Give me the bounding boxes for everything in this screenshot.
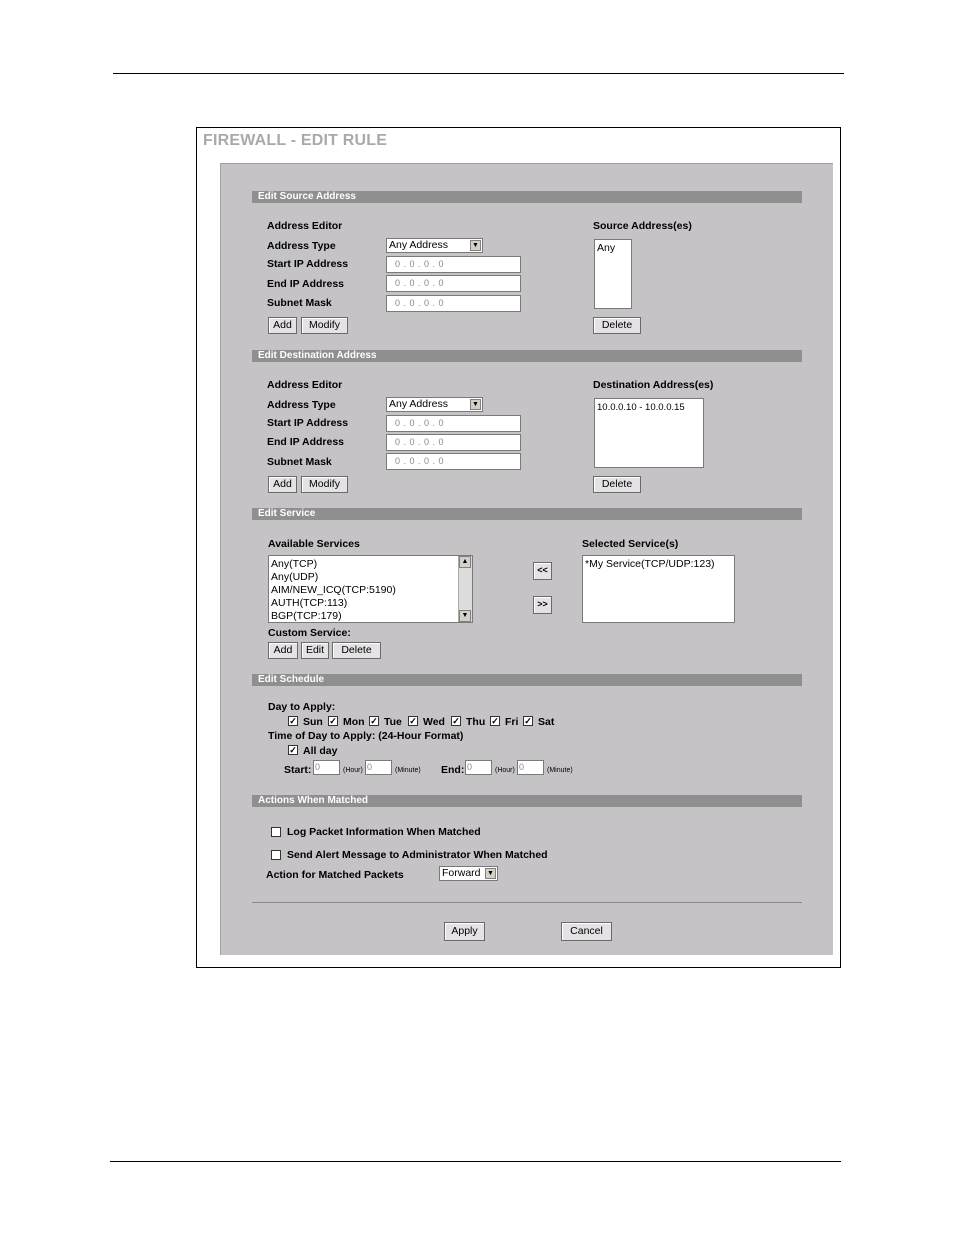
day-checkbox-wed[interactable]: ✓ — [409, 716, 417, 726]
day-checkbox-fri[interactable]: ✓ — [491, 716, 499, 726]
end-minute-unit: (Minute) — [547, 767, 573, 774]
day-checkbox-tue[interactable]: ✓ — [370, 716, 378, 726]
source-address-list[interactable] — [594, 239, 632, 309]
custom-service-delete-button[interactable]: Delete — [332, 642, 381, 659]
source-address-editor-label: Address Editor — [267, 220, 343, 232]
destination-section-header: Edit Destination Address — [252, 350, 802, 362]
destination-address-type-select[interactable] — [386, 397, 483, 412]
list-item[interactable]: BGP(TCP:179) — [271, 610, 342, 622]
action-matched-label: Action for Matched Packets — [266, 869, 404, 881]
destination-add-button[interactable]: Add — [268, 476, 297, 493]
list-item[interactable]: Any — [597, 242, 616, 254]
day-label-fri: Fri — [505, 716, 519, 728]
day-label-wed: Wed — [423, 716, 445, 728]
source-end-ip-field[interactable]: 0 . 0 . 0 . 0 — [386, 275, 521, 292]
source-start-ip-label: Start IP Address — [267, 258, 349, 270]
chevron-down-icon[interactable]: ▼ — [485, 868, 496, 879]
list-item[interactable]: *My Service(TCP/UDP:123) — [585, 558, 715, 570]
destination-delete-button[interactable]: Delete — [593, 476, 641, 493]
end-hour-unit: (Hour) — [495, 767, 515, 774]
destination-modify-button[interactable]: Modify — [301, 476, 348, 493]
list-item[interactable]: AIM/NEW_ICQ(TCP:5190) — [271, 584, 396, 596]
page-top-rule — [113, 73, 844, 74]
custom-service-edit-button[interactable]: Edit — [301, 642, 329, 659]
destination-start-ip-field[interactable]: 0 . 0 . 0 . 0 — [386, 415, 521, 432]
end-time-label: End: — [441, 764, 465, 776]
destination-address-list[interactable] — [594, 398, 704, 468]
day-label-tue: Tue — [384, 716, 402, 728]
source-subnet-mask-label: Subnet Mask — [267, 297, 332, 309]
move-right-button[interactable]: >> — [533, 596, 552, 614]
source-start-ip-field[interactable]: 0 . 0 . 0 . 0 — [386, 256, 521, 273]
destination-address-type-value: Any Address — [389, 398, 448, 410]
scroll-down-icon[interactable]: ▼ — [459, 610, 471, 622]
start-minute-unit: (Minute) — [395, 767, 421, 774]
scroll-up-icon[interactable]: ▲ — [459, 556, 471, 568]
cancel-button[interactable]: Cancel — [561, 922, 612, 941]
selected-services-label: Selected Service(s) — [582, 538, 679, 550]
source-address-type-value: Any Address — [389, 239, 448, 251]
day-label-mon: Mon — [343, 716, 365, 728]
source-address-type-select[interactable] — [386, 238, 483, 253]
start-time-label: Start: — [284, 764, 312, 776]
destination-address-type-label: Address Type — [267, 399, 336, 411]
apply-button[interactable]: Apply — [444, 922, 485, 941]
page-title: FIREWALL - EDIT RULE — [203, 132, 388, 149]
end-hour-field[interactable]: 0 — [465, 760, 492, 775]
chevron-down-icon[interactable]: ▼ — [470, 399, 481, 410]
source-subnet-mask-field[interactable]: 0 . 0 . 0 . 0 — [386, 295, 521, 312]
log-packet-checkbox[interactable] — [271, 827, 281, 837]
end-minute-field[interactable]: 0 — [517, 760, 544, 775]
day-checkbox-thu[interactable]: ✓ — [452, 716, 460, 726]
time-of-day-label: Time of Day to Apply: (24-Hour Format) — [268, 730, 464, 742]
source-address-type-label: Address Type — [267, 240, 336, 252]
chevron-down-icon[interactable]: ▼ — [470, 240, 481, 251]
day-label-thu: Thu — [466, 716, 486, 728]
destination-start-ip-label: Start IP Address — [267, 417, 349, 429]
start-minute-field[interactable]: 0 — [365, 760, 392, 775]
destination-subnet-mask-field[interactable]: 0 . 0 . 0 . 0 — [386, 453, 521, 470]
source-delete-button[interactable]: Delete — [593, 317, 641, 334]
day-label-sun: Sun — [303, 716, 323, 728]
list-item[interactable]: Any(UDP) — [271, 571, 319, 583]
footer-divider — [252, 902, 802, 903]
day-checkbox-mon[interactable]: ✓ — [329, 716, 337, 726]
start-hour-field[interactable]: 0 — [313, 760, 340, 775]
move-left-button[interactable]: << — [533, 562, 552, 580]
available-services-label: Available Services — [268, 538, 360, 550]
day-checkbox-sun[interactable]: ✓ — [289, 716, 297, 726]
actions-section-header: Actions When Matched — [252, 795, 802, 807]
service-section-header: Edit Service — [252, 508, 802, 520]
send-alert-checkbox[interactable] — [271, 850, 281, 860]
custom-service-add-button[interactable]: Add — [268, 642, 298, 659]
start-hour-unit: (Hour) — [343, 767, 363, 774]
available-services-list[interactable] — [268, 555, 473, 623]
all-day-checkbox[interactable]: ✓ — [289, 745, 297, 755]
available-services-scrollbar[interactable] — [458, 556, 472, 622]
action-matched-select[interactable] — [439, 866, 498, 881]
destination-end-ip-field[interactable]: 0 . 0 . 0 . 0 — [386, 434, 521, 451]
list-item[interactable]: Any(TCP) — [271, 558, 318, 570]
source-end-ip-label: End IP Address — [267, 278, 345, 290]
log-packet-label: Log Packet Information When Matched — [287, 826, 481, 838]
day-checkbox-sat[interactable]: ✓ — [524, 716, 532, 726]
all-day-label: All day — [303, 745, 338, 757]
source-add-button[interactable]: Add — [268, 317, 297, 334]
day-to-apply-label: Day to Apply: — [268, 701, 336, 713]
source-list-label: Source Address(es) — [593, 220, 692, 232]
action-matched-value: Forward — [442, 867, 481, 879]
send-alert-label: Send Alert Message to Administrator When Matched — [287, 849, 548, 861]
source-section-header: Edit Source Address — [252, 191, 802, 203]
destination-list-label: Destination Address(es) — [593, 379, 714, 391]
day-label-sat: Sat — [538, 716, 555, 728]
destination-address-editor-label: Address Editor — [267, 379, 343, 391]
list-item[interactable]: AUTH(TCP:113) — [271, 597, 348, 609]
destination-end-ip-label: End IP Address — [267, 436, 345, 448]
destination-subnet-mask-label: Subnet Mask — [267, 456, 332, 468]
schedule-section-header: Edit Schedule — [252, 674, 802, 686]
source-modify-button[interactable]: Modify — [301, 317, 348, 334]
page-bottom-rule — [110, 1161, 841, 1162]
selected-services-list[interactable] — [582, 555, 735, 623]
list-item[interactable]: 10.0.0.10 - 10.0.0.15 — [597, 402, 685, 413]
custom-service-label: Custom Service: — [268, 627, 351, 639]
